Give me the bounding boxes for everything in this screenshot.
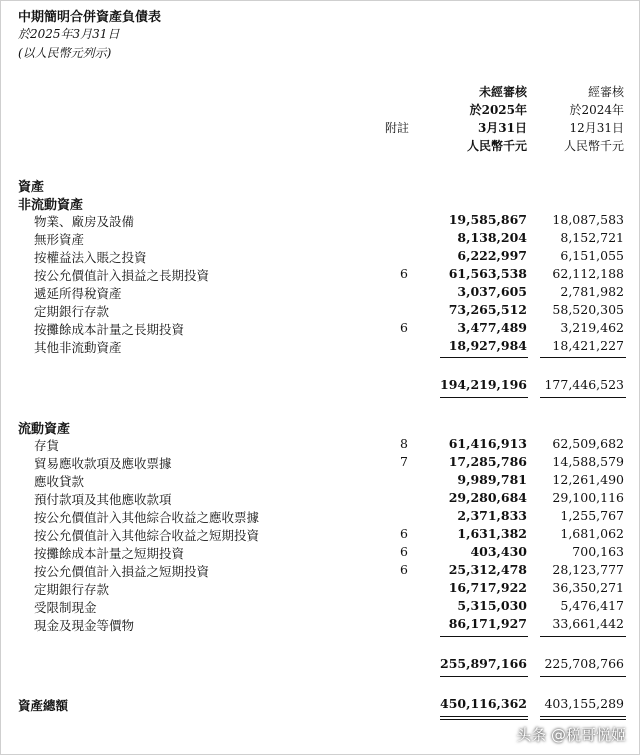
row-value-2024: 12,261,490 bbox=[552, 472, 624, 487]
row-label: 無形資產 bbox=[34, 232, 85, 247]
table-row bbox=[0, 436, 640, 454]
current-heading: 流動資產 bbox=[18, 422, 71, 437]
row-value-2025: 18,927,984 bbox=[448, 338, 527, 353]
row-value-2025: 1,631,382 bbox=[457, 526, 527, 541]
row-value-2025: 61,416,913 bbox=[448, 436, 527, 451]
row-value-2024: 36,350,271 bbox=[552, 580, 624, 595]
row-value-2024: 29,100,116 bbox=[552, 490, 624, 505]
row-label: 按公允價值計入其他綜合收益之應收票據 bbox=[34, 510, 260, 525]
row-value-2024: 58,520,305 bbox=[552, 302, 624, 317]
row-value-2025: 9,989,781 bbox=[457, 472, 527, 487]
total-double-rule bbox=[440, 719, 528, 720]
row-value-2025: 3,037,605 bbox=[457, 284, 527, 299]
non-current-heading: 非流動資產 bbox=[18, 198, 84, 213]
row-label: 按公允價值計入損益之短期投資 bbox=[34, 564, 210, 579]
row-label: 按攤餘成本計量之長期投資 bbox=[34, 322, 185, 337]
total-double-rule bbox=[440, 716, 528, 717]
row-value-2024: 33,661,442 bbox=[552, 616, 624, 631]
row-value-2025: 29,280,684 bbox=[448, 490, 527, 505]
total-double-rule bbox=[540, 716, 626, 717]
row-value-2025: 25,312,478 bbox=[448, 562, 527, 577]
row-label: 按公允價值計入其他綜合收益之短期投資 bbox=[34, 528, 260, 543]
row-value-2025: 19,585,867 bbox=[448, 212, 527, 227]
subtotal-value-2024: 177,446,523 bbox=[544, 377, 624, 392]
col2-header-line: 經審核 bbox=[587, 85, 624, 99]
subtotal-rule bbox=[540, 676, 626, 677]
statement-date: 於2025年3月31日 bbox=[18, 27, 120, 41]
col1-header-line: 人民幣千元 bbox=[466, 139, 527, 153]
watermark: 头条 @税哥悦姬 bbox=[516, 726, 626, 744]
table-row bbox=[0, 284, 640, 302]
table-row bbox=[0, 616, 640, 634]
row-label: 現金及現金等價物 bbox=[34, 618, 135, 633]
col2-header-line: 人民幣千元 bbox=[563, 139, 624, 153]
row-note: 6 bbox=[400, 562, 408, 577]
row-value-2025: 2,371,833 bbox=[457, 508, 527, 523]
row-label: 受限制現金 bbox=[34, 600, 97, 615]
row-value-2025: 17,285,786 bbox=[448, 454, 527, 469]
row-label: 貿易應收款項及應收票據 bbox=[34, 456, 172, 471]
row-value-2024: 62,112,188 bbox=[552, 266, 624, 281]
subtotal-rule bbox=[540, 636, 626, 637]
row-value-2024: 1,255,767 bbox=[560, 508, 624, 523]
table-row bbox=[0, 266, 640, 284]
total-double-rule bbox=[540, 719, 626, 720]
row-value-2024: 700,163 bbox=[572, 544, 624, 559]
row-label: 定期銀行存款 bbox=[34, 304, 110, 319]
row-label: 按權益法入賬之投資 bbox=[34, 250, 147, 265]
note-column-header: 附註 bbox=[385, 121, 410, 135]
col1-header-line: 3月31日 bbox=[477, 121, 527, 135]
row-value-2025: 16,717,922 bbox=[448, 580, 527, 595]
row-note: 6 bbox=[400, 266, 408, 281]
row-value-2024: 8,152,721 bbox=[560, 230, 624, 245]
grand-total-2025: 450,116,362 bbox=[440, 696, 527, 711]
row-value-2024: 6,151,055 bbox=[560, 248, 624, 263]
row-label: 按公允價值計入損益之長期投資 bbox=[34, 268, 210, 283]
row-value-2024: 62,509,682 bbox=[552, 436, 624, 451]
row-note: 6 bbox=[400, 544, 408, 559]
statement-currency: (以人民幣元列示) bbox=[18, 46, 112, 60]
col2-header-line: 12月31日 bbox=[569, 121, 624, 135]
statement-title: 中期簡明合併資產負債表 bbox=[18, 10, 162, 25]
table-row bbox=[0, 598, 640, 616]
table-row bbox=[0, 212, 640, 230]
col1-header bbox=[467, 83, 527, 155]
grand-total-label: 資產總額 bbox=[18, 698, 69, 713]
table-row bbox=[0, 454, 640, 472]
row-value-2025: 73,265,512 bbox=[448, 302, 527, 317]
row-value-2024: 18,087,583 bbox=[552, 212, 624, 227]
subtotal-rule bbox=[440, 676, 528, 677]
grand-total-row bbox=[0, 696, 640, 714]
row-label: 定期銀行存款 bbox=[34, 582, 110, 597]
row-value-2024: 18,421,227 bbox=[552, 338, 624, 353]
table-row bbox=[0, 490, 640, 508]
row-value-2024: 3,219,462 bbox=[560, 320, 624, 335]
row-note: 8 bbox=[400, 436, 408, 451]
assets-heading: 資產 bbox=[18, 180, 45, 195]
row-value-2024: 5,476,417 bbox=[560, 598, 624, 613]
row-label: 按攤餘成本計量之短期投資 bbox=[34, 546, 185, 561]
subtotal-rule bbox=[440, 397, 528, 398]
subtotal-value-2025: 194,219,196 bbox=[440, 377, 527, 392]
row-note: 7 bbox=[400, 454, 408, 469]
subtotal-row bbox=[0, 377, 640, 395]
row-label: 預付款項及其他應收款項 bbox=[34, 492, 172, 507]
row-value-2024: 28,123,777 bbox=[552, 562, 624, 577]
row-value-2024: 1,681,062 bbox=[560, 526, 624, 541]
row-value-2025: 61,563,538 bbox=[448, 266, 527, 281]
row-label: 存貨 bbox=[34, 438, 60, 453]
row-value-2025: 86,171,927 bbox=[448, 616, 527, 631]
table-row bbox=[0, 544, 640, 562]
subtotal-rule bbox=[540, 357, 626, 358]
row-note: 6 bbox=[400, 320, 408, 335]
table-row bbox=[0, 320, 640, 338]
table-row bbox=[0, 580, 640, 598]
table-row bbox=[0, 508, 640, 526]
row-value-2024: 2,781,982 bbox=[560, 284, 624, 299]
row-value-2025: 3,477,489 bbox=[457, 320, 527, 335]
table-row bbox=[0, 302, 640, 320]
row-label: 遞延所得稅資產 bbox=[34, 286, 122, 301]
row-note: 6 bbox=[400, 526, 408, 541]
table-row bbox=[0, 338, 640, 356]
row-value-2025: 5,315,030 bbox=[457, 598, 527, 613]
col1-header-line: 於2025年 bbox=[469, 103, 527, 117]
grand-total-2024: 403,155,289 bbox=[544, 696, 624, 711]
table-row bbox=[0, 248, 640, 266]
subtotal-rule bbox=[540, 397, 626, 398]
row-value-2025: 403,430 bbox=[470, 544, 527, 559]
table-row bbox=[0, 472, 640, 490]
row-label: 其他非流動資產 bbox=[34, 340, 122, 355]
subtotal-value-2024: 225,708,766 bbox=[544, 656, 624, 671]
row-value-2024: 14,588,579 bbox=[552, 454, 624, 469]
table-row bbox=[0, 562, 640, 580]
subtotal-rule bbox=[440, 357, 528, 358]
subtotal-rule bbox=[440, 636, 528, 637]
row-value-2025: 6,222,997 bbox=[457, 248, 527, 263]
row-value-2025: 8,138,204 bbox=[457, 230, 527, 245]
table-row bbox=[0, 230, 640, 248]
subtotal-row bbox=[0, 656, 640, 674]
col1-header-line: 未經審核 bbox=[478, 85, 527, 99]
row-label: 應收貸款 bbox=[34, 474, 85, 489]
row-label: 物業、廠房及設備 bbox=[34, 214, 135, 229]
subtotal-value-2025: 255,897,166 bbox=[440, 656, 527, 671]
col2-header bbox=[564, 83, 624, 155]
table-row bbox=[0, 526, 640, 544]
col2-header-line: 於2024年 bbox=[569, 103, 624, 117]
